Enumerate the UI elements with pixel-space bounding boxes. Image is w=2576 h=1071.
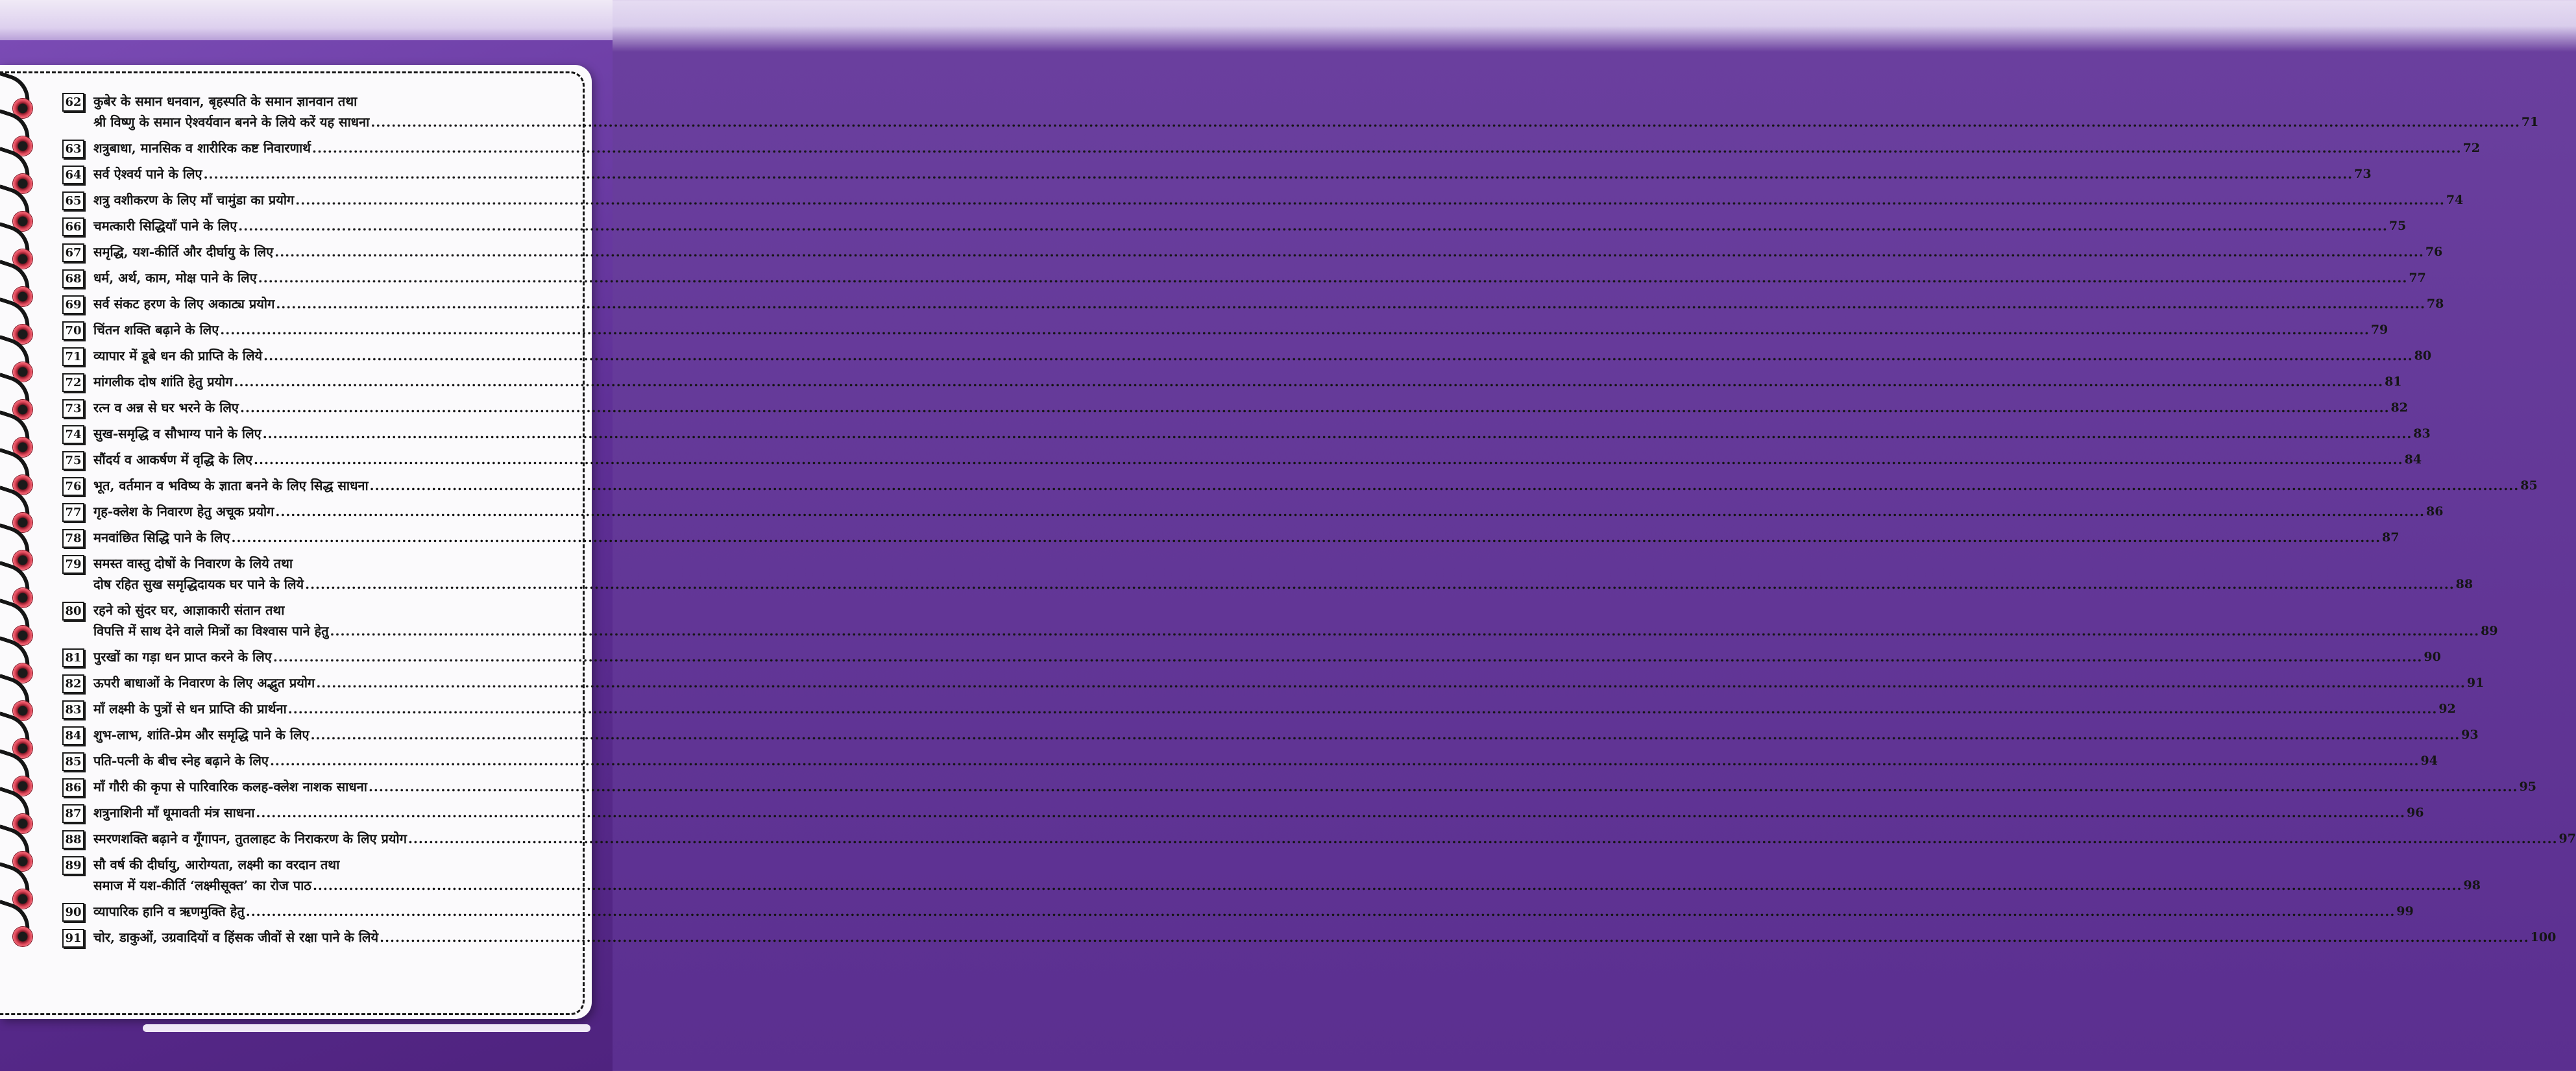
dot-leader bbox=[316, 672, 2466, 693]
chapter-title: शत्रुबाधा, मानसिक व शारीरिक कष्ट निवारणार्थ bbox=[93, 140, 311, 156]
chapter-title: सुख-समृद्धि व सौभाग्य पाने के लिए bbox=[93, 426, 261, 441]
chapter-title: दोष रहित सुख समृद्धिदायक घर पाने के लिये bbox=[93, 576, 304, 592]
page-number: 77 bbox=[2409, 271, 2426, 285]
binding-ring bbox=[0, 905, 47, 944]
chapter-number: 77 bbox=[62, 503, 84, 522]
chapter-number: 74 bbox=[62, 425, 84, 444]
chapter-number: 83 bbox=[62, 700, 84, 719]
page-bottom-strip bbox=[143, 1024, 590, 1032]
binding-ring bbox=[0, 378, 47, 417]
page-number: 91 bbox=[2466, 676, 2485, 690]
toc-entry bbox=[62, 319, 2388, 340]
chapter-title: सर्व ऐश्वर्य पाने के लिए bbox=[93, 166, 202, 182]
chapter-number: 72 bbox=[62, 373, 84, 392]
chapter-number: 84 bbox=[62, 726, 84, 745]
page-number: 74 bbox=[2446, 193, 2464, 207]
chapter-number: 73 bbox=[62, 399, 84, 418]
chapter-title: रत्न व अन्न से घर भरने के लिए bbox=[93, 400, 239, 415]
dot-leader bbox=[288, 698, 2438, 719]
chapter-title: चोर, डाकुओं, उग्रवादियों व हिंसक जीवों से रक्षा पाने के लिये bbox=[93, 929, 379, 945]
toc-entry bbox=[62, 475, 2538, 496]
toc-entry bbox=[62, 397, 2408, 418]
binding-ring bbox=[0, 415, 47, 454]
page-number: 98 bbox=[2463, 878, 2481, 892]
binding-ring bbox=[0, 114, 47, 153]
page-number: 93 bbox=[2461, 728, 2479, 742]
binding-ring bbox=[0, 453, 47, 492]
toc-entry bbox=[62, 854, 2481, 896]
binding-hole bbox=[13, 927, 32, 946]
chapter-number: 70 bbox=[62, 321, 84, 340]
binding-ring bbox=[0, 340, 47, 379]
dot-leader bbox=[313, 875, 2462, 896]
binding-ring bbox=[0, 754, 47, 793]
toc-entry bbox=[62, 164, 2372, 184]
dot-leader bbox=[371, 112, 2520, 132]
chapter-number: 67 bbox=[62, 243, 84, 262]
dot-leader bbox=[270, 750, 2420, 771]
dot-leader bbox=[234, 371, 2384, 392]
page-number: 89 bbox=[2481, 624, 2498, 638]
chapter-number: 89 bbox=[62, 856, 84, 875]
toc-entry bbox=[62, 215, 2407, 236]
page-number: 80 bbox=[2414, 349, 2432, 363]
chapter-number: 71 bbox=[62, 347, 84, 366]
page-number: 94 bbox=[2420, 754, 2438, 768]
chapter-title: ऊपरी बाधाओं के निवारण के लिए अद्भुत प्रयोग bbox=[93, 675, 315, 691]
dot-leader bbox=[276, 293, 2425, 314]
chapter-title: सौंदर्य व आकर्षण में वृद्धि के लिए bbox=[93, 452, 253, 467]
toc-entry bbox=[62, 698, 2456, 719]
dot-leader bbox=[254, 449, 2403, 470]
toc-entry bbox=[62, 600, 2498, 641]
binding-ring bbox=[0, 679, 47, 718]
binding-ring bbox=[0, 190, 47, 228]
binding-ring bbox=[0, 604, 47, 643]
page-number: 88 bbox=[2455, 577, 2473, 591]
dot-leader bbox=[220, 319, 2370, 340]
chapter-number: 63 bbox=[62, 140, 84, 158]
chapter-number: 88 bbox=[62, 830, 84, 849]
chapter-title: पुरखों का गड़ा धन प्राप्त करने के लिए bbox=[93, 649, 272, 665]
toc-entry bbox=[62, 802, 2424, 823]
chapter-title: गृह-क्लेश के निवारण हेतु अचूक प्रयोग bbox=[93, 504, 274, 519]
toc-entry bbox=[62, 672, 2485, 693]
toc-entry bbox=[62, 138, 2481, 158]
toc-entry bbox=[62, 724, 2479, 745]
toc-entry bbox=[62, 241, 2443, 262]
binding-ring bbox=[0, 566, 47, 605]
chapter-number: 86 bbox=[62, 778, 84, 797]
chapter-number: 80 bbox=[62, 602, 84, 621]
binding-ring bbox=[0, 641, 47, 680]
chapter-title-line-1: रहने को सुंदर घर, आज्ञाकारी संतान तथा bbox=[93, 602, 285, 618]
page-number: 97 bbox=[2558, 831, 2576, 846]
dot-leader bbox=[330, 621, 2480, 641]
dot-leader bbox=[273, 646, 2423, 667]
page-number: 73 bbox=[2354, 167, 2372, 181]
dot-leader bbox=[231, 527, 2381, 548]
toc-entry bbox=[62, 345, 2432, 366]
toc-entry bbox=[62, 501, 2444, 522]
chapter-number: 79 bbox=[62, 555, 84, 574]
toc-entry bbox=[62, 190, 2464, 210]
binding-ring bbox=[0, 302, 47, 341]
chapter-title: समाज में यश-कीर्ति ‘लक्ष्मीसूक्त’ का रोज पाठ bbox=[93, 878, 311, 893]
dot-leader bbox=[408, 828, 2558, 849]
page-number: 81 bbox=[2385, 375, 2402, 389]
page-number: 99 bbox=[2396, 904, 2414, 918]
table-of-contents bbox=[62, 91, 2576, 953]
dot-leader bbox=[238, 215, 2388, 236]
chapter-title: पति-पत्नी के बीच स्नेह बढ़ाने के लिए bbox=[93, 753, 269, 769]
chapter-number: 62 bbox=[62, 93, 84, 112]
binding-ring bbox=[0, 830, 47, 868]
binding-ring bbox=[0, 265, 47, 304]
toc-entry bbox=[62, 646, 2441, 667]
chapter-title: व्यापारिक हानि व ऋणमुक्ति हेतु bbox=[93, 904, 245, 919]
page-number: 92 bbox=[2438, 702, 2456, 716]
chapter-title: स्मरणशक्ति बढ़ाने व गूँगापन, तुतलाहट के निराकरण के लिए प्रयोग bbox=[93, 831, 407, 846]
chapter-number: 65 bbox=[62, 191, 84, 210]
chapter-title: शत्रु वशीकरण के लिए माँ चामुंडा का प्रयोग bbox=[93, 192, 295, 208]
dot-leader bbox=[295, 190, 2445, 210]
chapter-number: 82 bbox=[62, 674, 84, 693]
page-number: 95 bbox=[2519, 780, 2536, 794]
chapter-title: समृद्धि, यश-कीर्ति और दीर्घायु के लिए bbox=[93, 244, 274, 260]
dot-leader bbox=[240, 397, 2390, 418]
chapter-number: 76 bbox=[62, 477, 84, 496]
chapter-number: 81 bbox=[62, 648, 84, 667]
page-number: 90 bbox=[2424, 650, 2441, 664]
chapter-title: माँ लक्ष्मी के पुत्रों से धन प्राप्ति की प्रार्थना bbox=[93, 701, 287, 717]
dot-leader bbox=[274, 241, 2424, 262]
chapter-title: श्री विष्णु के समान ऐश्वर्यवान बनने के लिये करें यह साधना bbox=[93, 114, 370, 130]
page-number: 100 bbox=[2530, 930, 2557, 944]
chapter-title: विपत्ति में साथ देने वाले मित्रों का विश्वास पाने हेतु bbox=[93, 623, 329, 639]
page-number: 78 bbox=[2426, 297, 2444, 311]
dot-leader bbox=[370, 475, 2520, 496]
dot-leader bbox=[312, 138, 2462, 158]
chapter-title: चिंतन शक्ति बढ़ाने के लिए bbox=[93, 322, 219, 338]
binding-ring bbox=[0, 152, 47, 191]
page-number: 85 bbox=[2520, 478, 2538, 493]
chapter-number: 78 bbox=[62, 529, 84, 548]
chapter-title: मांगलीक दोष शांति हेतु प्रयोग bbox=[93, 374, 233, 389]
dot-leader bbox=[204, 164, 2353, 184]
toc-entry bbox=[62, 91, 2539, 132]
binding-ring bbox=[0, 77, 47, 116]
page-number: 96 bbox=[2406, 806, 2424, 820]
toc-entry bbox=[62, 267, 2426, 288]
page-number: 87 bbox=[2382, 530, 2400, 545]
toc-entry bbox=[62, 527, 2400, 548]
toc-entry bbox=[62, 927, 2557, 948]
chapter-title: माँ गौरी की कृपा से पारिवारिक कलह-क्लेश नाशक साधना bbox=[93, 779, 367, 794]
toc-entry bbox=[62, 449, 2422, 470]
dot-leader bbox=[258, 267, 2408, 288]
chapter-number: 69 bbox=[62, 295, 84, 314]
page-number: 83 bbox=[2413, 426, 2431, 441]
dot-leader bbox=[246, 901, 2396, 922]
dot-leader bbox=[263, 423, 2412, 444]
page-number: 71 bbox=[2521, 115, 2539, 129]
dot-leader bbox=[311, 724, 2461, 745]
spiral-binding bbox=[0, 0, 58, 1071]
binding-ring bbox=[0, 227, 47, 266]
chapter-number: 90 bbox=[62, 903, 84, 922]
page-number: 84 bbox=[2404, 452, 2422, 467]
chapter-title: चमत्कारी सिद्धियाँ पाने के लिए bbox=[93, 218, 237, 234]
chapter-title: शत्रुनाशिनी माँ धूमावती मंत्र साधना bbox=[93, 805, 255, 820]
binding-ring bbox=[0, 792, 47, 831]
chapter-title-line-1: समस्त वास्तु दोषों के निवारण के लिये तथा bbox=[93, 556, 293, 571]
chapter-number: 68 bbox=[62, 269, 84, 288]
page-number: 82 bbox=[2390, 400, 2408, 415]
toc-entry bbox=[62, 901, 2414, 922]
chapter-number: 87 bbox=[62, 804, 84, 823]
dot-leader bbox=[305, 574, 2455, 595]
page-number: 72 bbox=[2462, 141, 2481, 155]
dot-leader bbox=[369, 776, 2518, 797]
dot-leader bbox=[256, 802, 2405, 823]
toc-entry bbox=[62, 750, 2438, 771]
toc-entry bbox=[62, 828, 2576, 849]
toc-entry bbox=[62, 776, 2536, 797]
binding-ring bbox=[0, 867, 47, 906]
chapter-title: व्यापार में डूबे धन की प्राप्ति के लिये bbox=[93, 348, 263, 363]
binding-ring bbox=[0, 717, 47, 756]
chapter-number: 85 bbox=[62, 752, 84, 771]
chapter-title: धर्म, अर्थ, काम, मोक्ष पाने के लिए bbox=[93, 270, 257, 286]
page-number: 86 bbox=[2425, 504, 2444, 519]
toc-entry bbox=[62, 293, 2444, 314]
binding-ring bbox=[0, 528, 47, 567]
binding-ring bbox=[0, 491, 47, 530]
page-number: 79 bbox=[2370, 323, 2388, 337]
chapter-number: 66 bbox=[62, 217, 84, 236]
chapter-number: 75 bbox=[62, 451, 84, 470]
chapter-number: 64 bbox=[62, 166, 84, 184]
chapter-title: मनवांछित सिद्धि पाने के लिए bbox=[93, 530, 230, 545]
chapter-title: भूत, वर्तमान व भविष्य के ज्ञाता बनने के लिए सिद्ध साधना bbox=[93, 478, 369, 493]
chapter-title: शुभ-लाभ, शांति-प्रेम और समृद्धि पाने के लिए bbox=[93, 727, 310, 743]
toc-entry bbox=[62, 423, 2431, 444]
chapter-number: 91 bbox=[62, 929, 84, 948]
chapter-title-line-1: कुबेर के समान धनवान, बृहस्पति के समान ज्ञानवान तथा bbox=[93, 93, 358, 109]
toc-entry bbox=[62, 371, 2402, 392]
page-number: 75 bbox=[2388, 219, 2407, 233]
page-number: 76 bbox=[2425, 245, 2443, 259]
dot-leader bbox=[263, 345, 2413, 366]
dot-leader bbox=[275, 501, 2425, 522]
dot-leader bbox=[380, 927, 2529, 948]
chapter-title-line-1: सौ वर्ष की दीर्घायु, आरोग्यता, लक्ष्मी का वरदान तथा bbox=[93, 857, 340, 872]
chapter-title: सर्व संकट हरण के लिए अकाट्य प्रयोग bbox=[93, 296, 275, 312]
toc-entry bbox=[62, 553, 2473, 595]
